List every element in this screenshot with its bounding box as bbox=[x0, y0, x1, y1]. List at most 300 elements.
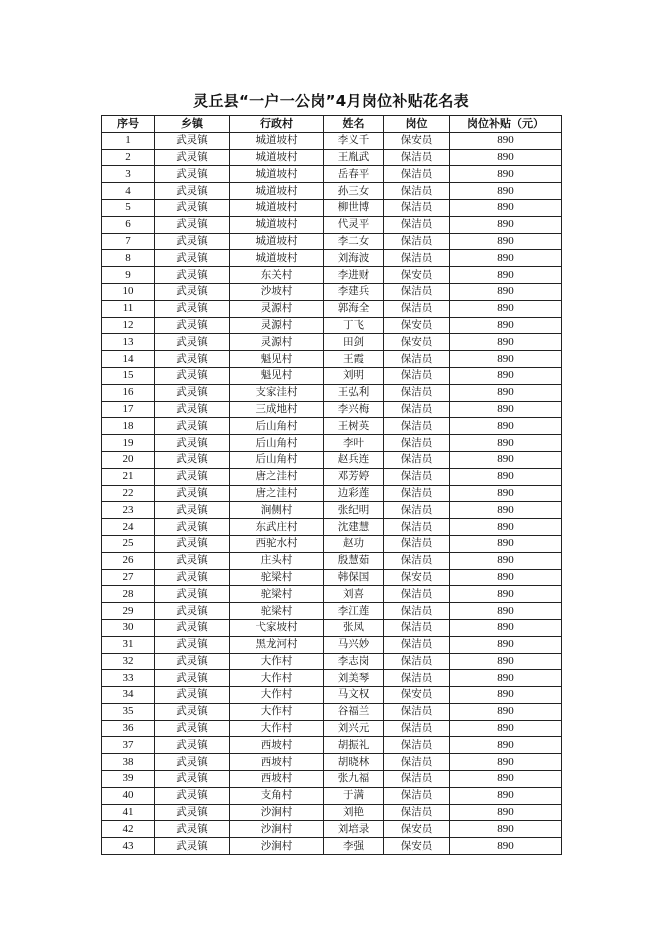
name-cell: 赵兵连 bbox=[324, 451, 384, 468]
village-cell: 魁见村 bbox=[230, 367, 324, 384]
serial-cell: 3 bbox=[102, 166, 155, 183]
township-cell: 武灵镇 bbox=[155, 670, 230, 687]
name-cell: 王弘利 bbox=[324, 384, 384, 401]
township-cell: 武灵镇 bbox=[155, 250, 230, 267]
subsidy-cell: 890 bbox=[450, 451, 562, 468]
township-cell: 武灵镇 bbox=[155, 586, 230, 603]
name-cell: 李进财 bbox=[324, 267, 384, 284]
township-cell: 武灵镇 bbox=[155, 653, 230, 670]
village-cell: 灵源村 bbox=[230, 300, 324, 317]
serial-cell: 19 bbox=[102, 435, 155, 452]
serial-cell: 22 bbox=[102, 485, 155, 502]
subsidy-cell: 890 bbox=[450, 535, 562, 552]
township-cell: 武灵镇 bbox=[155, 317, 230, 334]
village-cell: 城道坡村 bbox=[230, 183, 324, 200]
post-cell: 保洁员 bbox=[384, 603, 450, 620]
name-cell: 李志岗 bbox=[324, 653, 384, 670]
post-cell: 保洁员 bbox=[384, 283, 450, 300]
subsidy-cell: 890 bbox=[450, 737, 562, 754]
name-cell: 马文权 bbox=[324, 687, 384, 704]
serial-cell: 40 bbox=[102, 787, 155, 804]
subsidy-roster-table bbox=[101, 115, 562, 855]
township-cell: 武灵镇 bbox=[155, 720, 230, 737]
name-cell: 刘海波 bbox=[324, 250, 384, 267]
table-row bbox=[102, 703, 562, 720]
name-cell: 刘艳 bbox=[324, 804, 384, 821]
post-cell: 保安员 bbox=[384, 569, 450, 586]
post-cell: 保洁员 bbox=[384, 384, 450, 401]
name-cell: 王树英 bbox=[324, 418, 384, 435]
post-cell: 保洁员 bbox=[384, 149, 450, 166]
township-cell: 武灵镇 bbox=[155, 569, 230, 586]
township-cell: 武灵镇 bbox=[155, 418, 230, 435]
village-cell: 城道坡村 bbox=[230, 216, 324, 233]
subsidy-cell: 890 bbox=[450, 317, 562, 334]
name-cell: 李二女 bbox=[324, 233, 384, 250]
table-row bbox=[102, 166, 562, 183]
subsidy-cell: 890 bbox=[450, 586, 562, 603]
village-cell: 沙涧村 bbox=[230, 821, 324, 838]
name-cell: 殷慧茹 bbox=[324, 552, 384, 569]
table-row bbox=[102, 317, 562, 334]
township-cell: 武灵镇 bbox=[155, 367, 230, 384]
table-row bbox=[102, 418, 562, 435]
township-cell: 武灵镇 bbox=[155, 821, 230, 838]
table-row bbox=[102, 737, 562, 754]
post-cell: 保洁员 bbox=[384, 720, 450, 737]
township-cell: 武灵镇 bbox=[155, 603, 230, 620]
subsidy-cell: 890 bbox=[450, 821, 562, 838]
township-cell: 武灵镇 bbox=[155, 233, 230, 250]
post-cell: 保洁员 bbox=[384, 552, 450, 569]
township-cell: 武灵镇 bbox=[155, 149, 230, 166]
post-cell: 保洁员 bbox=[384, 166, 450, 183]
township-cell: 武灵镇 bbox=[155, 552, 230, 569]
village-cell: 唐之洼村 bbox=[230, 468, 324, 485]
post-cell: 保洁员 bbox=[384, 250, 450, 267]
post-cell: 保洁员 bbox=[384, 216, 450, 233]
name-cell: 张纪明 bbox=[324, 502, 384, 519]
header-post: 岗位 bbox=[384, 116, 450, 133]
serial-cell: 7 bbox=[102, 233, 155, 250]
serial-cell: 37 bbox=[102, 737, 155, 754]
township-cell: 武灵镇 bbox=[155, 166, 230, 183]
post-cell: 保洁员 bbox=[384, 787, 450, 804]
table-row bbox=[102, 636, 562, 653]
serial-cell: 2 bbox=[102, 149, 155, 166]
township-cell: 武灵镇 bbox=[155, 519, 230, 536]
serial-cell: 13 bbox=[102, 334, 155, 351]
table-row bbox=[102, 687, 562, 704]
table-row bbox=[102, 569, 562, 586]
township-cell: 武灵镇 bbox=[155, 351, 230, 368]
name-cell: 田剑 bbox=[324, 334, 384, 351]
serial-cell: 21 bbox=[102, 468, 155, 485]
table-row bbox=[102, 250, 562, 267]
name-cell: 李兴梅 bbox=[324, 401, 384, 418]
township-cell: 武灵镇 bbox=[155, 183, 230, 200]
table-row bbox=[102, 838, 562, 855]
table-row bbox=[102, 653, 562, 670]
village-cell: 西驼水村 bbox=[230, 535, 324, 552]
serial-cell: 31 bbox=[102, 636, 155, 653]
serial-cell: 42 bbox=[102, 821, 155, 838]
name-cell: 谷福兰 bbox=[324, 703, 384, 720]
serial-cell: 28 bbox=[102, 586, 155, 603]
township-cell: 武灵镇 bbox=[155, 485, 230, 502]
serial-cell: 34 bbox=[102, 687, 155, 704]
subsidy-cell: 890 bbox=[450, 636, 562, 653]
township-cell: 武灵镇 bbox=[155, 535, 230, 552]
subsidy-cell: 890 bbox=[450, 687, 562, 704]
post-cell: 保安员 bbox=[384, 317, 450, 334]
subsidy-cell: 890 bbox=[450, 485, 562, 502]
subsidy-cell: 890 bbox=[450, 418, 562, 435]
table-row bbox=[102, 216, 562, 233]
table-row bbox=[102, 183, 562, 200]
serial-cell: 14 bbox=[102, 351, 155, 368]
subsidy-cell: 890 bbox=[450, 787, 562, 804]
table-row bbox=[102, 485, 562, 502]
township-cell: 武灵镇 bbox=[155, 771, 230, 788]
village-cell: 魁见村 bbox=[230, 351, 324, 368]
name-cell: 张九福 bbox=[324, 771, 384, 788]
post-cell: 保洁员 bbox=[384, 586, 450, 603]
header-village: 行政村 bbox=[230, 116, 324, 133]
name-cell: 李叶 bbox=[324, 435, 384, 452]
subsidy-cell: 890 bbox=[450, 771, 562, 788]
township-cell: 武灵镇 bbox=[155, 384, 230, 401]
serial-cell: 17 bbox=[102, 401, 155, 418]
table-row bbox=[102, 804, 562, 821]
post-cell: 保洁员 bbox=[384, 183, 450, 200]
name-cell: 刘美琴 bbox=[324, 670, 384, 687]
post-cell: 保安员 bbox=[384, 132, 450, 149]
name-cell: 孙三女 bbox=[324, 183, 384, 200]
township-cell: 武灵镇 bbox=[155, 619, 230, 636]
serial-cell: 43 bbox=[102, 838, 155, 855]
serial-cell: 5 bbox=[102, 199, 155, 216]
village-cell: 沙涧村 bbox=[230, 804, 324, 821]
serial-cell: 8 bbox=[102, 250, 155, 267]
subsidy-cell: 890 bbox=[450, 199, 562, 216]
village-cell: 城道坡村 bbox=[230, 166, 324, 183]
name-cell: 刘喜 bbox=[324, 586, 384, 603]
township-cell: 武灵镇 bbox=[155, 283, 230, 300]
name-cell: 王胤武 bbox=[324, 149, 384, 166]
post-cell: 保洁员 bbox=[384, 435, 450, 452]
subsidy-cell: 890 bbox=[450, 283, 562, 300]
subsidy-cell: 890 bbox=[450, 720, 562, 737]
serial-cell: 41 bbox=[102, 804, 155, 821]
table-row bbox=[102, 283, 562, 300]
township-cell: 武灵镇 bbox=[155, 468, 230, 485]
village-cell: 大作村 bbox=[230, 703, 324, 720]
name-cell: 沈建慧 bbox=[324, 519, 384, 536]
post-cell: 保安员 bbox=[384, 267, 450, 284]
village-cell: 驼梁村 bbox=[230, 603, 324, 620]
township-cell: 武灵镇 bbox=[155, 132, 230, 149]
subsidy-cell: 890 bbox=[450, 502, 562, 519]
township-cell: 武灵镇 bbox=[155, 636, 230, 653]
post-cell: 保洁员 bbox=[384, 804, 450, 821]
table-row bbox=[102, 535, 562, 552]
subsidy-cell: 890 bbox=[450, 233, 562, 250]
header-serial: 序号 bbox=[102, 116, 155, 133]
name-cell: 刘培录 bbox=[324, 821, 384, 838]
post-cell: 保洁员 bbox=[384, 401, 450, 418]
township-cell: 武灵镇 bbox=[155, 838, 230, 855]
village-cell: 灵源村 bbox=[230, 334, 324, 351]
subsidy-cell: 890 bbox=[450, 132, 562, 149]
name-cell: 李江莲 bbox=[324, 603, 384, 620]
table-row bbox=[102, 149, 562, 166]
village-cell: 东武庄村 bbox=[230, 519, 324, 536]
village-cell: 唐之洼村 bbox=[230, 485, 324, 502]
subsidy-cell: 890 bbox=[450, 401, 562, 418]
village-cell: 沙坡村 bbox=[230, 283, 324, 300]
subsidy-cell: 890 bbox=[450, 703, 562, 720]
subsidy-cell: 890 bbox=[450, 267, 562, 284]
name-cell: 郭海全 bbox=[324, 300, 384, 317]
post-cell: 保洁员 bbox=[384, 653, 450, 670]
village-cell: 支角村 bbox=[230, 787, 324, 804]
subsidy-cell: 890 bbox=[450, 754, 562, 771]
post-cell: 保洁员 bbox=[384, 367, 450, 384]
subsidy-cell: 890 bbox=[450, 367, 562, 384]
post-cell: 保安员 bbox=[384, 838, 450, 855]
post-cell: 保洁员 bbox=[384, 502, 450, 519]
post-cell: 保洁员 bbox=[384, 703, 450, 720]
serial-cell: 25 bbox=[102, 535, 155, 552]
township-cell: 武灵镇 bbox=[155, 787, 230, 804]
serial-cell: 20 bbox=[102, 451, 155, 468]
subsidy-cell: 890 bbox=[450, 384, 562, 401]
serial-cell: 26 bbox=[102, 552, 155, 569]
serial-cell: 1 bbox=[102, 132, 155, 149]
table-header-row bbox=[102, 116, 562, 133]
subsidy-cell: 890 bbox=[450, 216, 562, 233]
name-cell: 马兴妙 bbox=[324, 636, 384, 653]
table-row bbox=[102, 603, 562, 620]
table-row bbox=[102, 670, 562, 687]
township-cell: 武灵镇 bbox=[155, 703, 230, 720]
table-row bbox=[102, 821, 562, 838]
post-cell: 保洁员 bbox=[384, 737, 450, 754]
post-cell: 保洁员 bbox=[384, 519, 450, 536]
township-cell: 武灵镇 bbox=[155, 804, 230, 821]
village-cell: 西坡村 bbox=[230, 771, 324, 788]
subsidy-cell: 890 bbox=[450, 838, 562, 855]
village-cell: 后山角村 bbox=[230, 435, 324, 452]
table-row bbox=[102, 334, 562, 351]
name-cell: 岳春平 bbox=[324, 166, 384, 183]
serial-cell: 30 bbox=[102, 619, 155, 636]
subsidy-cell: 890 bbox=[450, 653, 562, 670]
village-cell: 驼梁村 bbox=[230, 586, 324, 603]
table-row bbox=[102, 199, 562, 216]
header-township: 乡镇 bbox=[155, 116, 230, 133]
post-cell: 保洁员 bbox=[384, 771, 450, 788]
subsidy-cell: 890 bbox=[450, 603, 562, 620]
table-row bbox=[102, 619, 562, 636]
township-cell: 武灵镇 bbox=[155, 737, 230, 754]
subsidy-cell: 890 bbox=[450, 351, 562, 368]
table-body bbox=[102, 132, 562, 854]
serial-cell: 33 bbox=[102, 670, 155, 687]
table-row bbox=[102, 552, 562, 569]
village-cell: 城道坡村 bbox=[230, 233, 324, 250]
post-cell: 保洁员 bbox=[384, 485, 450, 502]
township-cell: 武灵镇 bbox=[155, 502, 230, 519]
village-cell: 后山角村 bbox=[230, 418, 324, 435]
name-cell: 胡振礼 bbox=[324, 737, 384, 754]
post-cell: 保安员 bbox=[384, 821, 450, 838]
subsidy-cell: 890 bbox=[450, 804, 562, 821]
serial-cell: 4 bbox=[102, 183, 155, 200]
name-cell: 刘兴元 bbox=[324, 720, 384, 737]
post-cell: 保洁员 bbox=[384, 351, 450, 368]
village-cell: 三成地村 bbox=[230, 401, 324, 418]
serial-cell: 24 bbox=[102, 519, 155, 536]
village-cell: 黑龙河村 bbox=[230, 636, 324, 653]
township-cell: 武灵镇 bbox=[155, 334, 230, 351]
post-cell: 保安员 bbox=[384, 687, 450, 704]
serial-cell: 23 bbox=[102, 502, 155, 519]
name-cell: 张凤 bbox=[324, 619, 384, 636]
name-cell: 于满 bbox=[324, 787, 384, 804]
serial-cell: 18 bbox=[102, 418, 155, 435]
serial-cell: 10 bbox=[102, 283, 155, 300]
township-cell: 武灵镇 bbox=[155, 216, 230, 233]
post-cell: 保洁员 bbox=[384, 300, 450, 317]
subsidy-cell: 890 bbox=[450, 149, 562, 166]
name-cell: 胡晓林 bbox=[324, 754, 384, 771]
serial-cell: 32 bbox=[102, 653, 155, 670]
village-cell: 大作村 bbox=[230, 653, 324, 670]
subsidy-cell: 890 bbox=[450, 300, 562, 317]
name-cell: 李强 bbox=[324, 838, 384, 855]
name-cell: 邓芳婷 bbox=[324, 468, 384, 485]
table-row bbox=[102, 451, 562, 468]
serial-cell: 6 bbox=[102, 216, 155, 233]
subsidy-cell: 890 bbox=[450, 166, 562, 183]
name-cell: 代灵平 bbox=[324, 216, 384, 233]
village-cell: 东关村 bbox=[230, 267, 324, 284]
township-cell: 武灵镇 bbox=[155, 300, 230, 317]
township-cell: 武灵镇 bbox=[155, 754, 230, 771]
township-cell: 武灵镇 bbox=[155, 435, 230, 452]
table-row bbox=[102, 367, 562, 384]
village-cell: 城道坡村 bbox=[230, 199, 324, 216]
township-cell: 武灵镇 bbox=[155, 199, 230, 216]
village-cell: 大作村 bbox=[230, 670, 324, 687]
name-cell: 韩保国 bbox=[324, 569, 384, 586]
subsidy-cell: 890 bbox=[450, 619, 562, 636]
header-name: 姓名 bbox=[324, 116, 384, 133]
table-row bbox=[102, 787, 562, 804]
village-cell: 城道坡村 bbox=[230, 149, 324, 166]
post-cell: 保洁员 bbox=[384, 754, 450, 771]
village-cell: 西坡村 bbox=[230, 737, 324, 754]
village-cell: 支家洼村 bbox=[230, 384, 324, 401]
subsidy-cell: 890 bbox=[450, 519, 562, 536]
table-row bbox=[102, 132, 562, 149]
village-cell: 涧侧村 bbox=[230, 502, 324, 519]
subsidy-cell: 890 bbox=[450, 670, 562, 687]
village-cell: 沙涧村 bbox=[230, 838, 324, 855]
township-cell: 武灵镇 bbox=[155, 267, 230, 284]
village-cell: 后山角村 bbox=[230, 451, 324, 468]
serial-cell: 27 bbox=[102, 569, 155, 586]
table-row bbox=[102, 384, 562, 401]
name-cell: 刘明 bbox=[324, 367, 384, 384]
header-subsidy: 岗位补贴（元） bbox=[450, 116, 562, 133]
township-cell: 武灵镇 bbox=[155, 451, 230, 468]
serial-cell: 29 bbox=[102, 603, 155, 620]
village-cell: 庄头村 bbox=[230, 552, 324, 569]
name-cell: 丁飞 bbox=[324, 317, 384, 334]
village-cell: 城道坡村 bbox=[230, 132, 324, 149]
table-row bbox=[102, 519, 562, 536]
table-row bbox=[102, 435, 562, 452]
subsidy-cell: 890 bbox=[450, 552, 562, 569]
name-cell: 李建兵 bbox=[324, 283, 384, 300]
table-row bbox=[102, 771, 562, 788]
subsidy-cell: 890 bbox=[450, 183, 562, 200]
table-row bbox=[102, 754, 562, 771]
document-title: 灵丘县“一户一公岗”4月岗位补贴花名表 bbox=[193, 92, 469, 110]
serial-cell: 38 bbox=[102, 754, 155, 771]
village-cell: 驼梁村 bbox=[230, 569, 324, 586]
township-cell: 武灵镇 bbox=[155, 401, 230, 418]
subsidy-cell: 890 bbox=[450, 334, 562, 351]
serial-cell: 15 bbox=[102, 367, 155, 384]
serial-cell: 39 bbox=[102, 771, 155, 788]
serial-cell: 16 bbox=[102, 384, 155, 401]
post-cell: 保洁员 bbox=[384, 619, 450, 636]
subsidy-cell: 890 bbox=[450, 250, 562, 267]
village-cell: 西坡村 bbox=[230, 754, 324, 771]
subsidy-cell: 890 bbox=[450, 435, 562, 452]
post-cell: 保洁员 bbox=[384, 418, 450, 435]
name-cell: 边彩莲 bbox=[324, 485, 384, 502]
post-cell: 保洁员 bbox=[384, 451, 450, 468]
serial-cell: 12 bbox=[102, 317, 155, 334]
table-row bbox=[102, 233, 562, 250]
table-row bbox=[102, 300, 562, 317]
village-cell: 城道坡村 bbox=[230, 250, 324, 267]
name-cell: 李义千 bbox=[324, 132, 384, 149]
post-cell: 保洁员 bbox=[384, 636, 450, 653]
subsidy-cell: 890 bbox=[450, 468, 562, 485]
serial-cell: 35 bbox=[102, 703, 155, 720]
table-row bbox=[102, 720, 562, 737]
table-row bbox=[102, 502, 562, 519]
serial-cell: 9 bbox=[102, 267, 155, 284]
name-cell: 赵功 bbox=[324, 535, 384, 552]
village-cell: 大作村 bbox=[230, 720, 324, 737]
post-cell: 保洁员 bbox=[384, 670, 450, 687]
table-row bbox=[102, 351, 562, 368]
table-row bbox=[102, 586, 562, 603]
post-cell: 保洁员 bbox=[384, 468, 450, 485]
table-row bbox=[102, 267, 562, 284]
post-cell: 保洁员 bbox=[384, 233, 450, 250]
serial-cell: 36 bbox=[102, 720, 155, 737]
serial-cell: 11 bbox=[102, 300, 155, 317]
name-cell: 柳世博 bbox=[324, 199, 384, 216]
